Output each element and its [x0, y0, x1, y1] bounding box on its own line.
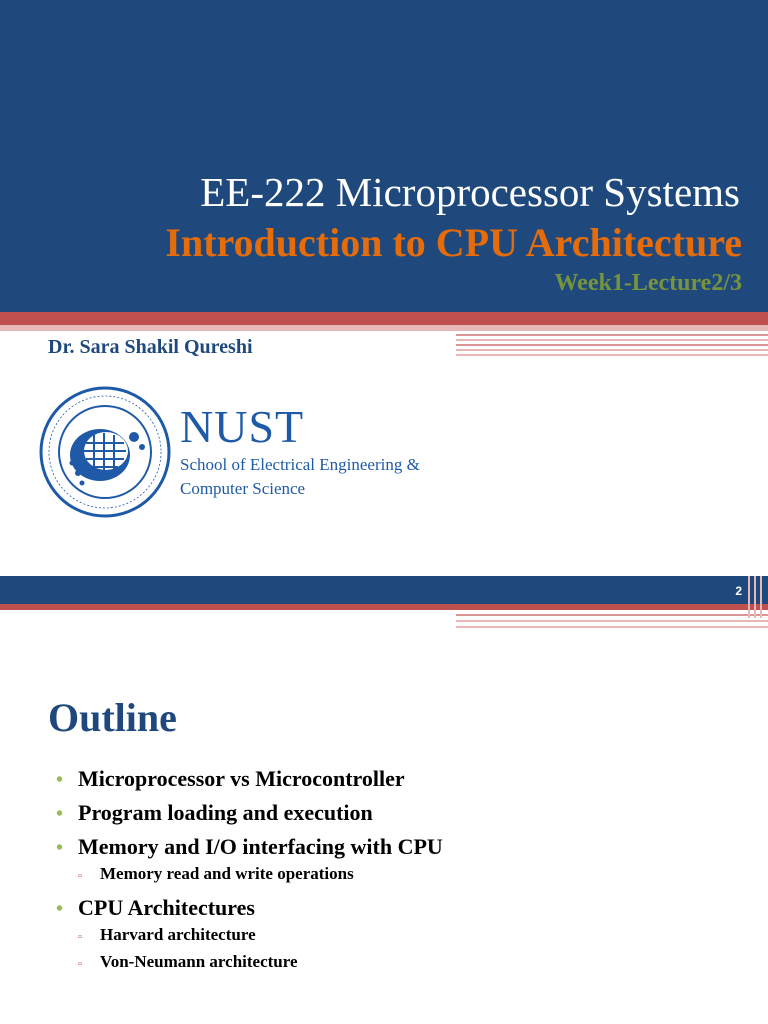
sub-bullet-square-icon: ▫ [78, 931, 82, 943]
week-label: Week1-Lecture2/3 [554, 270, 742, 296]
course-title: EE-222 Microprocessor Systems [200, 169, 740, 215]
page-number: 2 [735, 584, 742, 598]
bullet-dot-icon: • [56, 803, 64, 825]
decor-stripe [456, 354, 768, 356]
bullet-dot-icon: • [56, 769, 64, 791]
sub-bullet-text: Memory read and write operations [100, 864, 354, 883]
sub-bullet-text: Von-Neumann architecture [100, 952, 298, 971]
outline-bullet [56, 834, 736, 868]
outline-list [56, 766, 736, 979]
school-name-line1: School of Electrical Engineering & [180, 455, 420, 474]
outline-sub-bullet [56, 925, 736, 952]
decor-stripe [456, 349, 768, 351]
header-pink-band [0, 325, 768, 331]
outline-sub-bullet [56, 864, 736, 891]
decor-stripe [456, 344, 768, 346]
bullet-text: Program loading and execution [78, 800, 373, 825]
decor-stripe [456, 620, 768, 622]
outline-bullet [56, 800, 736, 834]
outline-bullet [56, 895, 736, 929]
outline-bullet [56, 766, 736, 800]
decor-stripe [456, 614, 768, 616]
decor-vertical-stripe [748, 576, 750, 618]
slide-top-bar [0, 576, 768, 604]
decor-stripe [456, 339, 768, 341]
bullet-dot-icon: • [56, 898, 64, 920]
nust-logo-text: NUST [180, 401, 305, 452]
sub-bullet-square-icon: ▫ [78, 958, 82, 970]
lecture-title: Introduction to CPU Architecture [165, 220, 742, 265]
outline-sub-bullet [56, 952, 736, 979]
decor-vertical-stripe [760, 576, 762, 618]
author-name: Dr. Sara Shakil Qureshi [48, 336, 253, 358]
decor-stripe [456, 626, 768, 628]
sub-bullet-square-icon: ▫ [78, 870, 82, 882]
header-red-band [0, 312, 768, 325]
bullet-text: Memory and I/O interfacing with CPU [78, 834, 443, 859]
bullet-dot-icon: • [56, 837, 64, 859]
bullet-text: Microprocessor vs Microcontroller [78, 766, 405, 791]
nust-seecs-seal-icon [38, 385, 172, 519]
slide-red-band [0, 604, 768, 610]
outline-slide [0, 576, 768, 1024]
decor-vertical-stripe [754, 576, 756, 618]
bullet-text: CPU Architectures [78, 895, 255, 920]
sub-bullet-text: Harvard architecture [100, 925, 256, 944]
outline-heading: Outline [48, 695, 177, 740]
decor-stripe [456, 334, 768, 336]
school-name-line2: Computer Science [180, 479, 306, 498]
